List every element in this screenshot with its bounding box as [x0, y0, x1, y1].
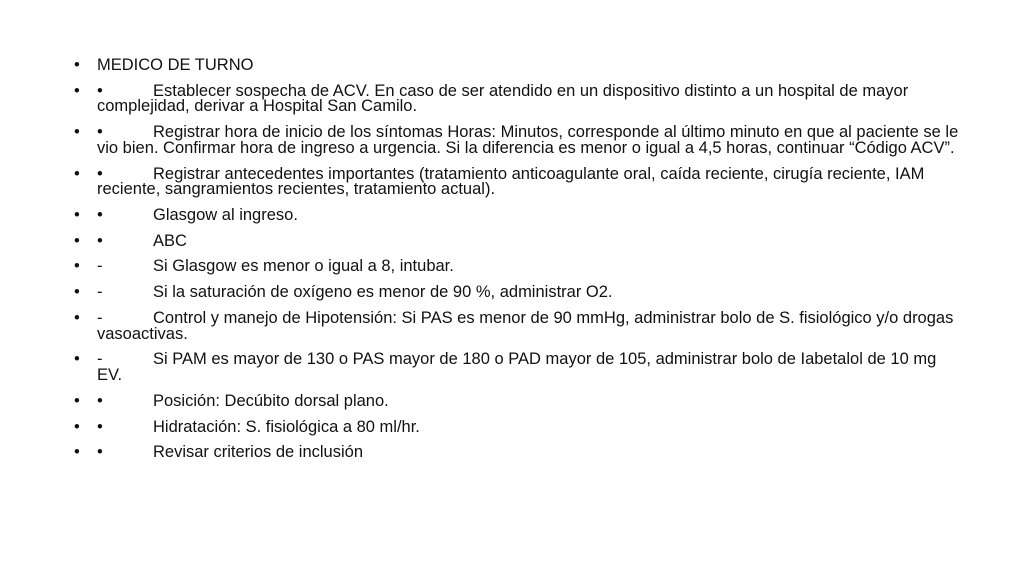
list-item-text: Glasgow al ingreso.: [153, 205, 298, 224]
bullet-marker: •: [74, 205, 80, 224]
inner-marker: •: [97, 123, 103, 142]
inner-marker: •: [97, 391, 103, 410]
list-item: [74, 164, 964, 199]
list-item-body: [97, 391, 964, 410]
list-item: [74, 311, 964, 342]
list-item-text: ABC: [153, 231, 187, 250]
list-item: [74, 391, 964, 410]
inner-marker: -: [97, 283, 103, 302]
list-item-text: Posición: Decúbito dorsal plano.: [153, 391, 389, 410]
bullet-marker: •: [74, 257, 80, 276]
list-item: [74, 231, 964, 250]
list-item: [74, 445, 964, 461]
inner-marker: -: [97, 350, 103, 369]
inner-marker: -: [97, 257, 103, 276]
bullet-marker: •: [74, 123, 80, 142]
list-item-text: Revisar criterios de inclusión: [153, 443, 363, 462]
list-item-body: [97, 164, 964, 199]
list-item-body: [97, 231, 964, 250]
list-item: [74, 352, 964, 383]
inner-marker: •: [97, 417, 103, 436]
list-item: [74, 81, 964, 116]
bullet-marker: •: [74, 231, 80, 250]
list-item: [74, 259, 964, 275]
list-item-body: [97, 445, 964, 461]
inner-marker: •: [97, 205, 103, 224]
inner-marker: •: [97, 81, 103, 100]
list-item-text: Si PAM es mayor de 130 o PAS mayor de 180 o PAD mayor de 105, administrar bolo de Iabetalol de 10 mg EV.: [97, 350, 937, 384]
list-item: [74, 205, 964, 224]
list-item-text: Establecer sospecha de ACV. En caso de ser atendido en un dispositivo distinto a un hospital de mayor complejidad, derivar a Hospital San Camilo.: [97, 81, 909, 116]
list-item-body: [97, 285, 964, 301]
bullet-marker: •: [74, 81, 80, 100]
bullet-marker: •: [74, 443, 80, 462]
list-item: [74, 125, 964, 156]
inner-marker: •: [97, 231, 103, 250]
list-item-body: [97, 125, 964, 156]
list-item-body: [97, 311, 964, 342]
inner-marker: •: [97, 164, 103, 183]
protocol-bullet-list: [74, 58, 964, 471]
bullet-marker: •: [74, 56, 80, 74]
list-item-text: MEDICO DE TURNO: [97, 56, 254, 74]
list-item-body: [97, 352, 964, 383]
list-item: [74, 417, 964, 436]
bullet-marker: •: [74, 417, 80, 436]
list-item-body: [97, 205, 964, 224]
list-item-header: [74, 58, 964, 74]
bullet-marker: •: [74, 164, 80, 183]
list-item-text: Hidratación: S. fisiológica a 80 ml/hr.: [153, 417, 420, 436]
list-item-text: Registrar hora de inicio de los síntomas Horas: Minutos, corresponde al último minuto en que al paciente se le vio bien. Confirmar hora de ingreso a urgencia. Si la diferencia es menor o igual a 4,5 horas, continuar “Código ACV”.: [97, 123, 959, 157]
list-item-body: [97, 417, 964, 436]
bullet-marker: •: [74, 350, 80, 369]
list-item-body: [97, 81, 964, 116]
inner-marker: -: [97, 309, 103, 328]
list-item-text: Si Glasgow es menor o igual a 8, intubar.: [153, 257, 454, 276]
list-item-body: [97, 259, 964, 275]
bullet-marker: •: [74, 309, 80, 328]
inner-marker: •: [97, 443, 103, 462]
list-item: [74, 285, 964, 301]
bullet-marker: •: [74, 391, 80, 410]
list-item-text: Registrar antecedentes importantes (tratamiento anticoagulante oral, caída reciente, cirugía reciente, IAM reciente, sangramientos recientes, tratamiento actual).: [97, 164, 925, 199]
list-item-text: Control y manejo de Hipotensión: Si PAS es menor de 90 mmHg, administrar bolo de S. fisiológico y/o drogas vasoactivas.: [97, 309, 954, 343]
bullet-marker: •: [74, 283, 80, 302]
list-item-text: Si la saturación de oxígeno es menor de 90 %, administrar O2.: [153, 283, 613, 302]
